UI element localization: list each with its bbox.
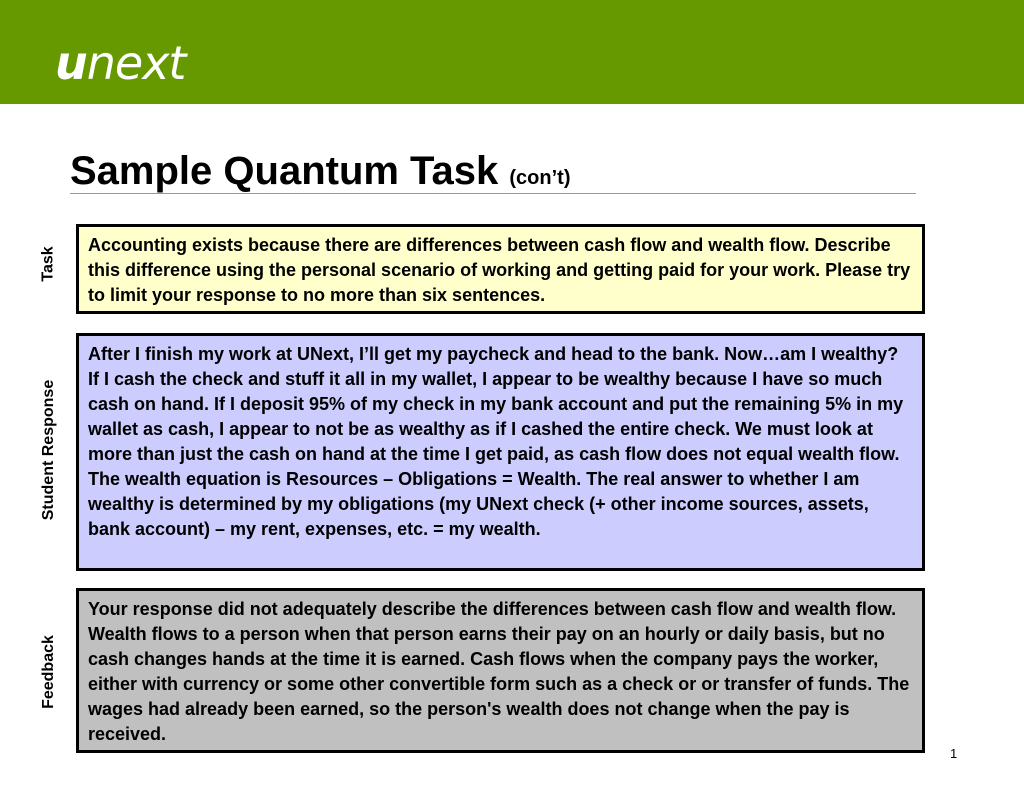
unext-logo	[55, 38, 185, 88]
student-response-text: After I finish my work at UNext, I’ll get my paycheck and head to the bank. Now…am I wealthy? If I cash the check and stuff it all in my wallet, I appear to be wealthy because I have so much cash on hand. If I deposit 95% of my check in my bank account and put the remaining 5% in my wallet as cash, I appear to not be as wealthy as if I cashed the entire check. We must look at more than just the cash on hand at the time I get paid, as cash flow does not equal wealth flow. The wealth equation is Resources – Obligations = Wealth. The real answer to whether I am wealthy is determined by my obligations (my UNext check (+ other income sources, assets, bank account) – my rent, expenses, etc. = my wealth.	[88, 344, 904, 539]
student-response-box	[76, 333, 925, 571]
page-title-suffix: (con’t)	[509, 167, 571, 189]
task-box	[76, 224, 925, 314]
student-response-label-text: Student Response	[40, 379, 57, 521]
page-number: 1	[950, 746, 958, 761]
feedback-label-text: Feedback	[40, 635, 57, 709]
header-bar	[0, 0, 1024, 104]
feedback-text: Your response did not adequately describe the differences between cash flow and wealth flow. Wealth flows to a person when that person earns their pay on an hourly or daily basis, but no cash changes hands at the time it is earned. Cash flows when the company pays the worker, either with currency or some other convertible form such as a check or or transfer of funds. The wages had already been earned, so the person's wealth does not change when the pay is received.	[88, 599, 910, 744]
logo-u: u	[55, 36, 87, 90]
task-label-text: Task	[40, 246, 57, 282]
task-side-label	[34, 224, 64, 304]
task-text: Accounting exists because there are differences between cash flow and wealth flow. Describe this difference using the personal scenario of working and getting paid for your work. Please try to limit your response to no more than six sentences.	[88, 235, 911, 305]
title-divider	[70, 193, 916, 194]
page-title-main: Sample Quantum Task	[70, 149, 499, 193]
feedback-side-label	[34, 592, 64, 752]
student-response-side-label	[34, 335, 64, 565]
feedback-box	[76, 588, 925, 753]
logo-rest: next	[86, 36, 186, 90]
